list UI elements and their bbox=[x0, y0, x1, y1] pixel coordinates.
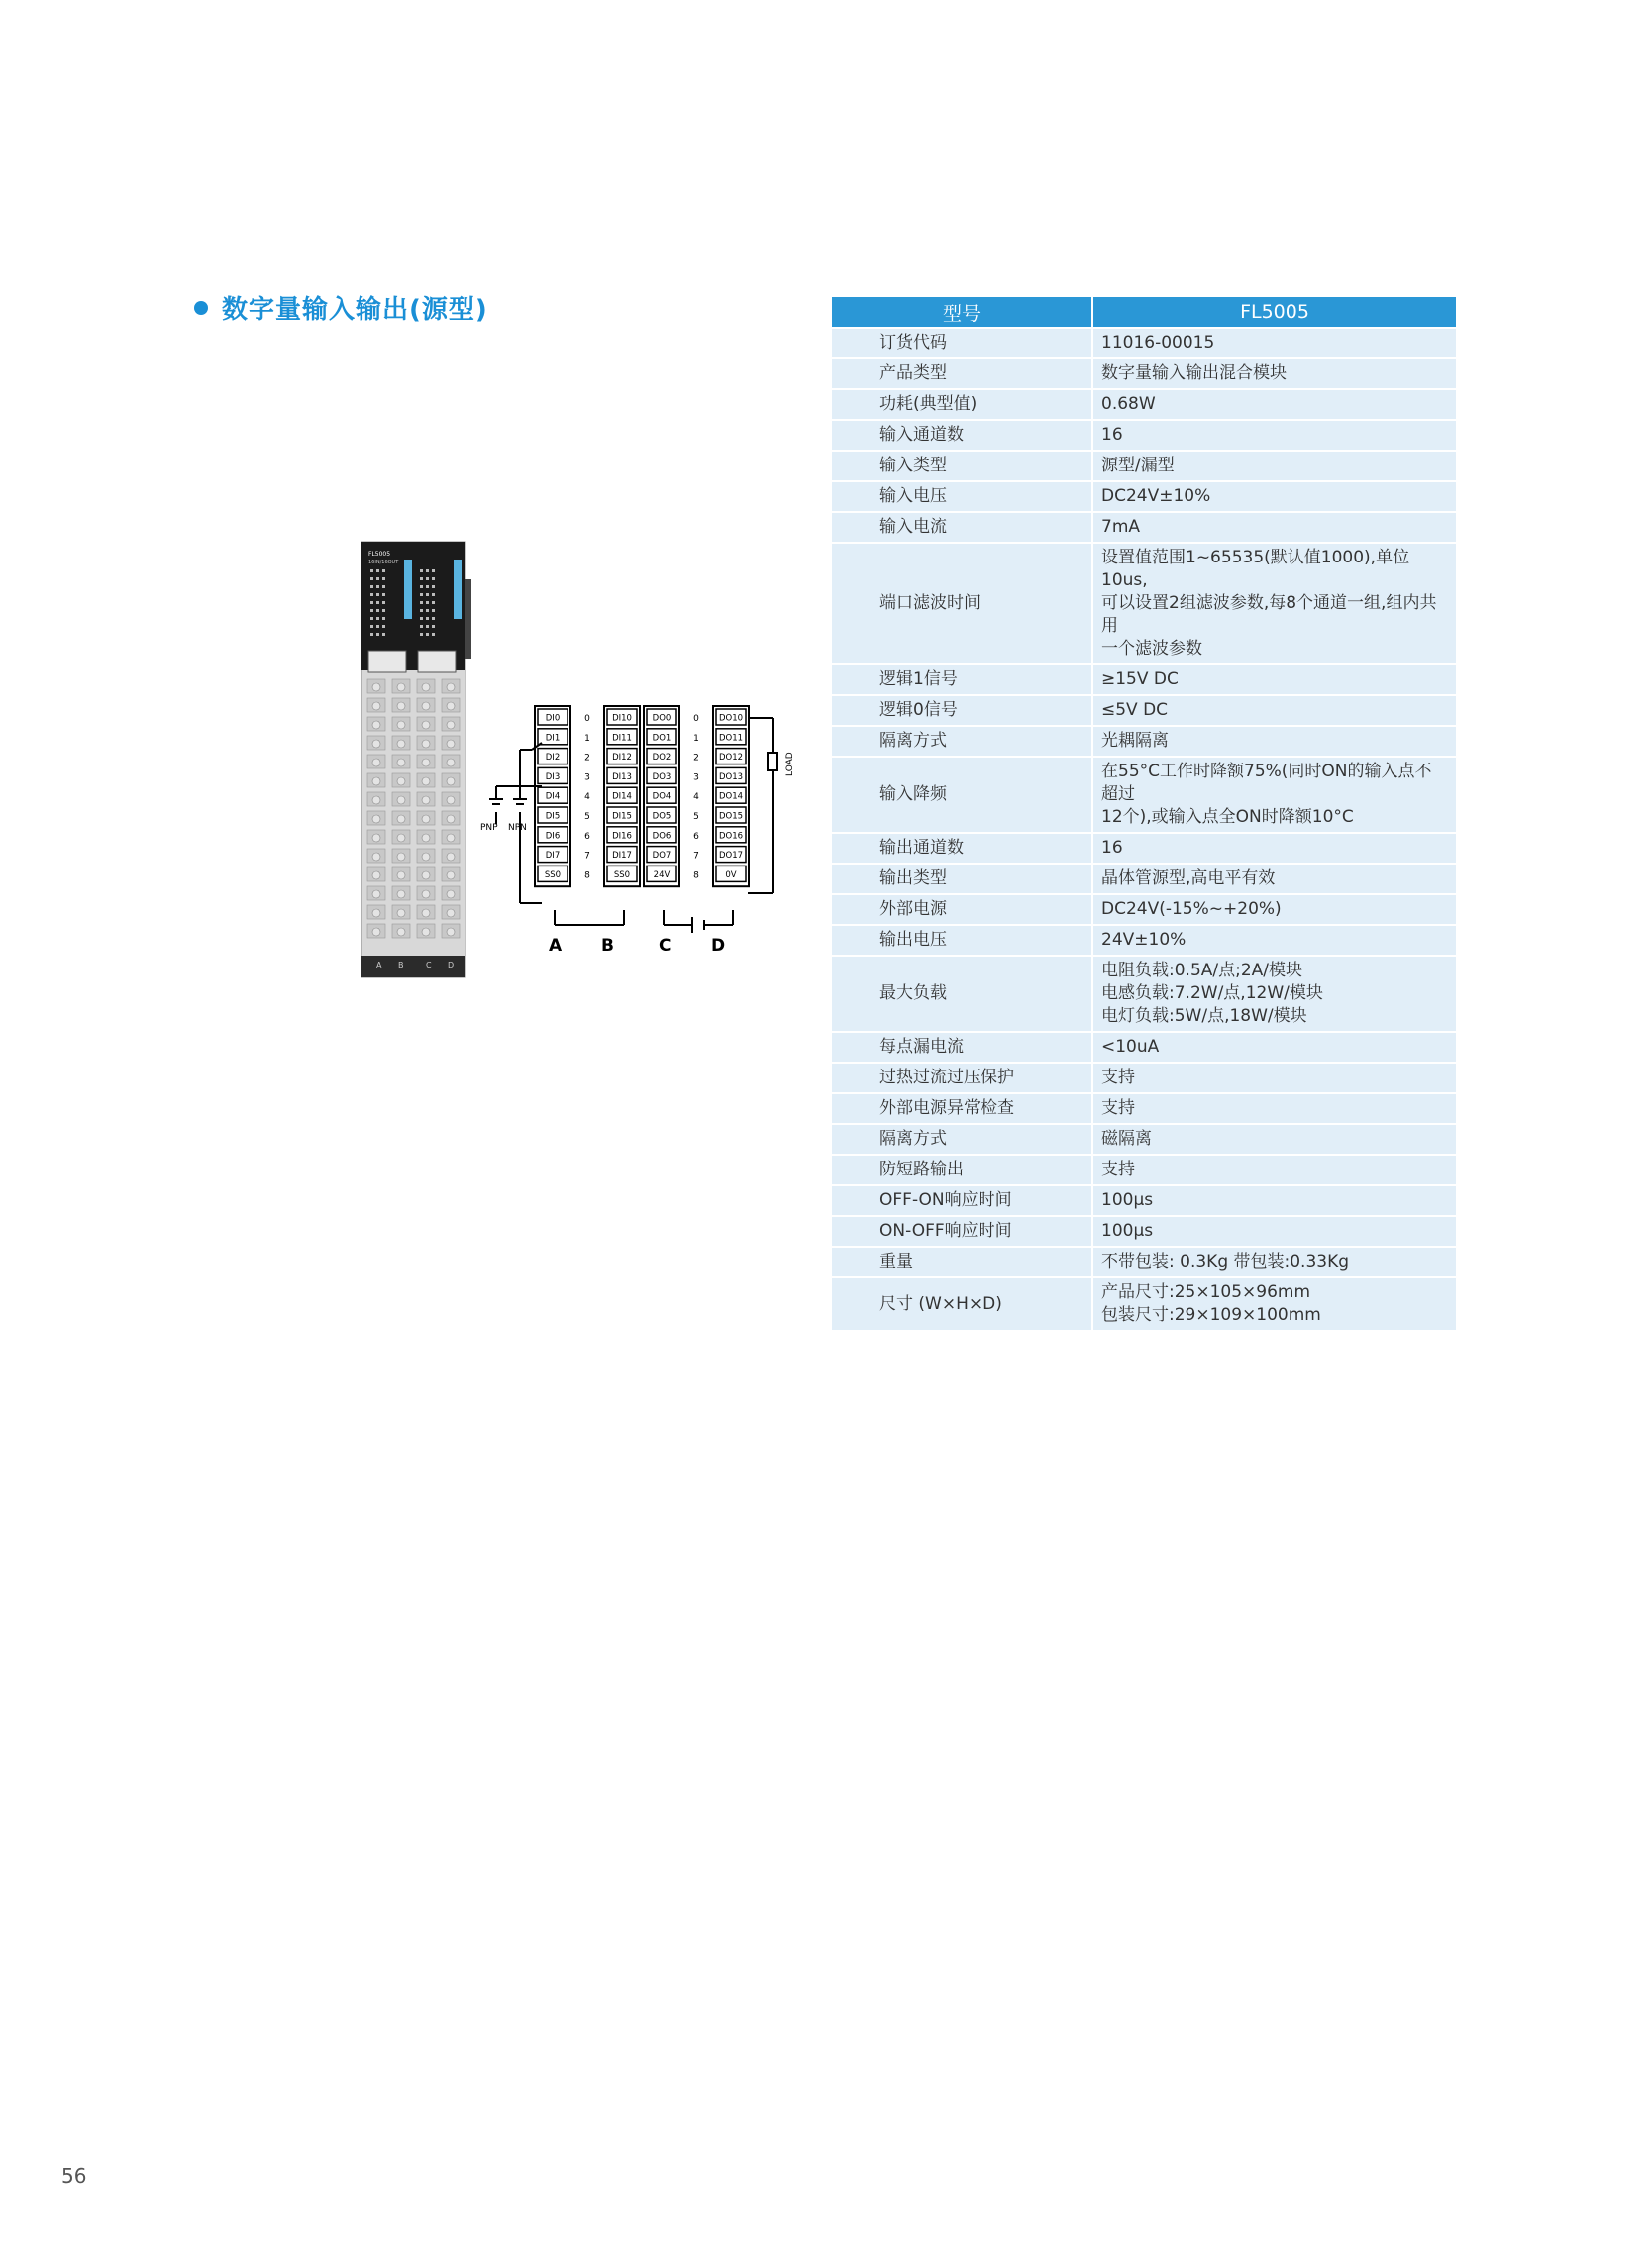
led-dot bbox=[432, 593, 435, 596]
spec-key: 尺寸 (W×H×D) bbox=[831, 1277, 1092, 1331]
pin-number: 5 bbox=[693, 812, 699, 822]
pin-number: 4 bbox=[693, 792, 699, 803]
terminal-screw bbox=[447, 815, 455, 823]
table-row bbox=[831, 833, 1457, 864]
spec-value-line: 一个滤波参数 bbox=[1101, 639, 1202, 659]
spec-value-line: 0.68W bbox=[1101, 394, 1156, 414]
spec-value bbox=[1092, 726, 1457, 757]
led-dot bbox=[420, 577, 423, 580]
terminal-label: DO7 bbox=[652, 851, 671, 862]
terminal-screw bbox=[372, 759, 380, 766]
spec-value-line: DC24V±10% bbox=[1101, 486, 1211, 506]
spec-key: 隔离方式 bbox=[831, 726, 1092, 757]
terminal-label: DO11 bbox=[718, 733, 744, 744]
spec-value bbox=[1092, 1247, 1457, 1277]
terminal-screw bbox=[397, 777, 405, 785]
pin-number: 2 bbox=[693, 753, 699, 764]
table-row bbox=[831, 695, 1457, 726]
table-row bbox=[831, 328, 1457, 358]
bullet-dot-icon bbox=[194, 301, 208, 315]
table-row bbox=[831, 894, 1457, 925]
terminal-screw bbox=[372, 702, 380, 710]
spec-key: 输出通道数 bbox=[831, 833, 1092, 864]
spec-value bbox=[1092, 695, 1457, 726]
terminal-screw bbox=[422, 721, 430, 729]
led-dot bbox=[376, 593, 379, 596]
spec-value bbox=[1092, 451, 1457, 481]
table-row bbox=[831, 1063, 1457, 1093]
spec-key: 外部电源 bbox=[831, 894, 1092, 925]
spec-key: 订货代码 bbox=[831, 328, 1092, 358]
section-title bbox=[194, 289, 488, 326]
spec-value bbox=[1092, 1277, 1457, 1331]
led-dot bbox=[432, 633, 435, 636]
terminal-label: DO4 bbox=[652, 791, 671, 802]
pin-number: 1 bbox=[693, 733, 699, 744]
spec-key: 输入电压 bbox=[831, 481, 1092, 512]
table-row bbox=[831, 956, 1457, 1032]
terminal-screw bbox=[422, 834, 430, 842]
spec-key: 重量 bbox=[831, 1247, 1092, 1277]
terminal-screw bbox=[397, 702, 405, 710]
terminal-label: DO15 bbox=[718, 811, 744, 822]
pin-number: 8 bbox=[584, 870, 590, 881]
spec-table-header bbox=[831, 296, 1457, 328]
spec-value-line: 在55°C工作时降额75%(同时ON的输入点不超过 bbox=[1101, 762, 1432, 804]
led-dot bbox=[426, 609, 429, 612]
spec-key: 输入类型 bbox=[831, 451, 1092, 481]
spec-key: 输入电流 bbox=[831, 512, 1092, 543]
led-dot bbox=[432, 625, 435, 628]
spec-value bbox=[1092, 925, 1457, 956]
spec-key: 端口滤波时间 bbox=[831, 543, 1092, 664]
led-dot bbox=[376, 585, 379, 588]
spec-value-line: ≥15V DC bbox=[1101, 669, 1179, 689]
terminal-label: DO16 bbox=[718, 831, 744, 842]
spec-value-line: DC24V(-15%~+20%) bbox=[1101, 899, 1282, 919]
spec-value bbox=[1092, 358, 1457, 389]
table-row bbox=[831, 1155, 1457, 1185]
led-dot bbox=[420, 625, 423, 628]
terminal-label: DO6 bbox=[652, 831, 671, 842]
terminal-label: DI0 bbox=[545, 713, 561, 724]
terminal-label: DI6 bbox=[545, 831, 561, 842]
table-row bbox=[831, 512, 1457, 543]
pin-number: 6 bbox=[584, 831, 590, 842]
terminal-screw bbox=[372, 796, 380, 804]
led-dot bbox=[376, 577, 379, 580]
spec-value-line: 电阻负载:0.5A/点;2A/模块 bbox=[1101, 961, 1303, 980]
led-dot bbox=[420, 617, 423, 620]
spec-key: 输出类型 bbox=[831, 864, 1092, 894]
spec-value-line: 支持 bbox=[1101, 1068, 1135, 1087]
table-row bbox=[831, 925, 1457, 956]
spec-value-line: 不带包装: 0.3Kg 带包装:0.33Kg bbox=[1101, 1252, 1350, 1272]
spec-value-line: 磁隔离 bbox=[1101, 1129, 1152, 1149]
led-dot bbox=[382, 617, 385, 620]
table-row bbox=[831, 358, 1457, 389]
pin-number: 0 bbox=[693, 714, 699, 724]
spec-key: 输入通道数 bbox=[831, 420, 1092, 451]
led-dot bbox=[432, 577, 435, 580]
spec-key: 逻辑0信号 bbox=[831, 695, 1092, 726]
terminal-screw bbox=[447, 909, 455, 917]
spec-header-value: FL5005 bbox=[1092, 296, 1457, 328]
led-dot bbox=[382, 585, 385, 588]
led-dot bbox=[370, 633, 373, 636]
pin-number: 3 bbox=[584, 772, 590, 783]
section-title-text: 数字量输入输出(源型) bbox=[222, 295, 488, 325]
terminal-label: DO3 bbox=[652, 771, 671, 782]
led-dot bbox=[432, 617, 435, 620]
led-dot bbox=[420, 593, 423, 596]
wiring-col-label-c: C bbox=[659, 936, 671, 956]
terminal-screw bbox=[447, 890, 455, 898]
led-dot bbox=[376, 617, 379, 620]
led-dot bbox=[376, 601, 379, 604]
spec-value bbox=[1092, 543, 1457, 664]
led-dot bbox=[382, 577, 385, 580]
pin-number: 3 bbox=[693, 772, 699, 783]
terminal-screw bbox=[397, 890, 405, 898]
spec-key: 功耗(典型值) bbox=[831, 389, 1092, 420]
terminal-label: DI3 bbox=[545, 771, 561, 782]
led-dot bbox=[370, 585, 373, 588]
led-dot bbox=[382, 609, 385, 612]
spec-value bbox=[1092, 1216, 1457, 1247]
terminal-screw bbox=[372, 853, 380, 861]
terminal-screw bbox=[422, 759, 430, 766]
spec-value-line: 16 bbox=[1101, 838, 1123, 858]
spec-value-line: 电灯负载:5W/点,18W/模块 bbox=[1101, 1006, 1307, 1026]
led-dot bbox=[432, 601, 435, 604]
terminal-screw bbox=[447, 853, 455, 861]
led-dot bbox=[420, 585, 423, 588]
terminal-label: DO0 bbox=[652, 713, 671, 724]
spec-value bbox=[1092, 1032, 1457, 1063]
terminal-screw bbox=[397, 853, 405, 861]
terminal-screw bbox=[447, 834, 455, 842]
terminal-screw bbox=[422, 815, 430, 823]
spec-value-line: 16 bbox=[1101, 425, 1123, 445]
terminal-label: DO1 bbox=[652, 733, 671, 744]
terminal-screw bbox=[422, 909, 430, 917]
terminal-screw bbox=[397, 928, 405, 936]
terminal-screw bbox=[422, 928, 430, 936]
spec-value-line: 电感负载:7.2W/点,12W/模块 bbox=[1101, 983, 1323, 1003]
pin-number: 5 bbox=[584, 812, 590, 822]
terminal-label: DO2 bbox=[652, 753, 671, 764]
terminal-screw bbox=[397, 721, 405, 729]
terminal-screw bbox=[397, 683, 405, 691]
pin-number: 6 bbox=[693, 831, 699, 842]
terminal-label: 0V bbox=[725, 869, 737, 880]
spec-value bbox=[1092, 864, 1457, 894]
terminal-screw bbox=[372, 834, 380, 842]
terminal-label: DI13 bbox=[612, 771, 632, 782]
terminal-label: DO10 bbox=[718, 713, 744, 724]
led-dot bbox=[426, 633, 429, 636]
terminal-screw bbox=[422, 702, 430, 710]
spec-value bbox=[1092, 664, 1457, 695]
product-image bbox=[357, 540, 475, 980]
terminal-label: SS0 bbox=[613, 869, 631, 880]
product-sub-label: 16IN/16OUT bbox=[368, 560, 399, 565]
led-dot bbox=[426, 577, 429, 580]
terminal-screw bbox=[372, 909, 380, 917]
spec-value bbox=[1092, 328, 1457, 358]
led-dot bbox=[420, 601, 423, 604]
spec-value bbox=[1092, 420, 1457, 451]
led-dot bbox=[426, 569, 429, 572]
spec-key: 逻辑1信号 bbox=[831, 664, 1092, 695]
terminal-screw bbox=[447, 740, 455, 748]
terminal-label: DI12 bbox=[612, 753, 632, 764]
table-row bbox=[831, 726, 1457, 757]
terminal-label: DO17 bbox=[718, 851, 744, 862]
led-dot bbox=[370, 593, 373, 596]
table-row bbox=[831, 1124, 1457, 1155]
led-dot bbox=[370, 577, 373, 580]
spec-value bbox=[1092, 833, 1457, 864]
spec-value bbox=[1092, 956, 1457, 1032]
terminal-screw bbox=[447, 683, 455, 691]
pnp-label: PNP bbox=[480, 823, 498, 833]
led-dot bbox=[432, 585, 435, 588]
terminal-label: DI7 bbox=[545, 851, 561, 862]
terminal-screw bbox=[422, 890, 430, 898]
product-model-label: FL5005 bbox=[368, 551, 391, 558]
table-row bbox=[831, 864, 1457, 894]
terminal-screw bbox=[372, 871, 380, 879]
wiring-col-label-d: D bbox=[711, 936, 726, 956]
led-dot bbox=[382, 625, 385, 628]
led-dot bbox=[382, 601, 385, 604]
table-row bbox=[831, 1032, 1457, 1063]
led-dot bbox=[370, 625, 373, 628]
spec-value bbox=[1092, 1093, 1457, 1124]
terminal-screw bbox=[422, 796, 430, 804]
product-col-label-a: A bbox=[376, 961, 382, 969]
npn-label: NPN bbox=[508, 823, 527, 833]
led-dot bbox=[426, 625, 429, 628]
spec-value-line: 支持 bbox=[1101, 1098, 1135, 1118]
terminal-label: DI15 bbox=[612, 811, 632, 822]
terminal-screw bbox=[422, 777, 430, 785]
spec-value-line: 24V±10% bbox=[1101, 930, 1187, 950]
led-dot bbox=[370, 569, 373, 572]
spec-value-line: 7mA bbox=[1101, 517, 1141, 537]
table-row bbox=[831, 1277, 1457, 1331]
terminal-label: DO5 bbox=[652, 811, 671, 822]
table-row bbox=[831, 451, 1457, 481]
page-number: 56 bbox=[61, 2164, 87, 2188]
spec-table bbox=[830, 295, 1458, 1332]
led-dot bbox=[426, 601, 429, 604]
pin-number: 8 bbox=[693, 870, 699, 881]
terminal-screw bbox=[397, 796, 405, 804]
terminal-screw bbox=[447, 759, 455, 766]
terminal-screw bbox=[372, 928, 380, 936]
terminal-label: DO14 bbox=[718, 791, 744, 802]
spec-value bbox=[1092, 1155, 1457, 1185]
load-label: LOAD bbox=[785, 752, 795, 776]
terminal-label: DI1 bbox=[545, 733, 561, 744]
spec-key: OFF-ON响应时间 bbox=[831, 1185, 1092, 1216]
terminal-screw bbox=[447, 928, 455, 936]
led-dot bbox=[376, 633, 379, 636]
spec-key: 外部电源异常检查 bbox=[831, 1093, 1092, 1124]
terminal-screw bbox=[447, 796, 455, 804]
pin-number: 7 bbox=[584, 851, 590, 862]
spec-value-line: ≤5V DC bbox=[1101, 700, 1169, 720]
spec-key: 输入降频 bbox=[831, 757, 1092, 833]
spec-key: 隔离方式 bbox=[831, 1124, 1092, 1155]
spec-value bbox=[1092, 1063, 1457, 1093]
led-dot bbox=[370, 617, 373, 620]
terminal-screw bbox=[397, 759, 405, 766]
spec-value-line: 晶体管源型,高电平有效 bbox=[1101, 868, 1276, 888]
terminal-screw bbox=[447, 871, 455, 879]
terminal-screw bbox=[372, 683, 380, 691]
terminal-label: DO12 bbox=[718, 753, 744, 764]
spec-value-line: 设置值范围1~65535(默认值1000),单位10us, bbox=[1101, 548, 1410, 590]
spec-value-line: 数字量输入输出混合模块 bbox=[1101, 363, 1287, 383]
spec-value bbox=[1092, 481, 1457, 512]
spec-value bbox=[1092, 512, 1457, 543]
table-row bbox=[831, 1185, 1457, 1216]
led-dot bbox=[370, 609, 373, 612]
led-dot bbox=[370, 601, 373, 604]
terminal-label: 24V bbox=[653, 869, 671, 880]
spec-value bbox=[1092, 1185, 1457, 1216]
spec-value bbox=[1092, 757, 1457, 833]
terminal-screw bbox=[397, 740, 405, 748]
table-row bbox=[831, 1093, 1457, 1124]
pin-number: 7 bbox=[693, 851, 699, 862]
wiring-col-label-a: A bbox=[549, 936, 563, 956]
table-row bbox=[831, 389, 1457, 420]
spec-key: 产品类型 bbox=[831, 358, 1092, 389]
product-col-label-d: D bbox=[448, 961, 455, 969]
spec-key: 最大负载 bbox=[831, 956, 1092, 1032]
spec-key: 过热过流过压保护 bbox=[831, 1063, 1092, 1093]
table-row bbox=[831, 543, 1457, 664]
spec-key: ON-OFF响应时间 bbox=[831, 1216, 1092, 1247]
table-row bbox=[831, 1247, 1457, 1277]
led-dot bbox=[382, 633, 385, 636]
led-dot bbox=[420, 569, 423, 572]
terminal-screw bbox=[372, 740, 380, 748]
spec-value-line: 100μs bbox=[1101, 1221, 1154, 1241]
spec-value-line: 光耦隔离 bbox=[1101, 731, 1169, 751]
terminal-screw bbox=[422, 853, 430, 861]
table-row bbox=[831, 757, 1457, 833]
spec-key: 每点漏电流 bbox=[831, 1032, 1092, 1063]
spec-header-key: 型号 bbox=[831, 296, 1092, 328]
pin-number: 1 bbox=[584, 733, 590, 744]
spec-value-line: 12个),或输入点全ON时降额10°C bbox=[1101, 807, 1354, 827]
spec-value-line: 可以设置2组滤波参数,每8个通道一组,组内共用 bbox=[1101, 593, 1437, 636]
led-dot bbox=[426, 617, 429, 620]
pin-number: 4 bbox=[584, 792, 590, 803]
terminal-screw bbox=[447, 721, 455, 729]
spec-key: 防短路输出 bbox=[831, 1155, 1092, 1185]
terminal-label: DI10 bbox=[612, 713, 632, 724]
spec-key: 输出电压 bbox=[831, 925, 1092, 956]
terminal-screw bbox=[372, 777, 380, 785]
spec-value bbox=[1092, 389, 1457, 420]
terminal-screw bbox=[447, 702, 455, 710]
led-dot bbox=[426, 593, 429, 596]
led-dot bbox=[420, 633, 423, 636]
terminal-label: DI2 bbox=[545, 753, 561, 764]
table-row bbox=[831, 420, 1457, 451]
terminal-label: SS0 bbox=[544, 869, 562, 880]
terminal-screw bbox=[397, 871, 405, 879]
terminal-label: DI5 bbox=[545, 811, 561, 822]
spec-value-line: 源型/漏型 bbox=[1101, 456, 1175, 475]
led-dot bbox=[432, 609, 435, 612]
terminal-screw bbox=[372, 890, 380, 898]
terminal-label: DI11 bbox=[612, 733, 632, 744]
terminal-screw bbox=[397, 834, 405, 842]
spec-value-line: 11016-00015 bbox=[1101, 333, 1215, 353]
table-row bbox=[831, 481, 1457, 512]
terminal-label: DO13 bbox=[718, 771, 744, 782]
spec-value-line: <10uA bbox=[1101, 1037, 1160, 1057]
terminal-screw bbox=[397, 815, 405, 823]
wiring-col-label-b: B bbox=[601, 936, 614, 956]
table-row bbox=[831, 1216, 1457, 1247]
led-dot bbox=[382, 593, 385, 596]
pin-number: 2 bbox=[584, 753, 590, 764]
terminal-screw bbox=[372, 721, 380, 729]
table-row bbox=[831, 664, 1457, 695]
led-dot bbox=[376, 569, 379, 572]
led-dot bbox=[382, 569, 385, 572]
terminal-label: DI16 bbox=[612, 831, 632, 842]
spec-value-line: 包装尺寸:29×109×100mm bbox=[1101, 1305, 1321, 1325]
product-col-label-c: C bbox=[426, 961, 432, 969]
spec-value bbox=[1092, 1124, 1457, 1155]
terminal-screw bbox=[422, 683, 430, 691]
product-col-label-b: B bbox=[398, 961, 404, 969]
led-dot bbox=[376, 625, 379, 628]
spec-value-line: 产品尺寸:25×105×96mm bbox=[1101, 1282, 1311, 1302]
terminal-label: DI4 bbox=[545, 791, 561, 802]
pin-number: 0 bbox=[584, 714, 590, 724]
wiring-diagram bbox=[480, 705, 797, 963]
terminal-screw bbox=[422, 740, 430, 748]
led-dot bbox=[376, 609, 379, 612]
terminal-label: DI14 bbox=[612, 791, 632, 802]
led-dot bbox=[426, 585, 429, 588]
terminal-screw bbox=[447, 777, 455, 785]
spec-value-line: 支持 bbox=[1101, 1160, 1135, 1179]
terminal-screw bbox=[422, 871, 430, 879]
terminal-screw bbox=[397, 909, 405, 917]
led-dot bbox=[420, 609, 423, 612]
terminal-screw bbox=[372, 815, 380, 823]
spec-value-line: 100μs bbox=[1101, 1190, 1154, 1210]
spec-value bbox=[1092, 894, 1457, 925]
terminal-label: DI17 bbox=[612, 851, 632, 862]
led-dot bbox=[432, 569, 435, 572]
